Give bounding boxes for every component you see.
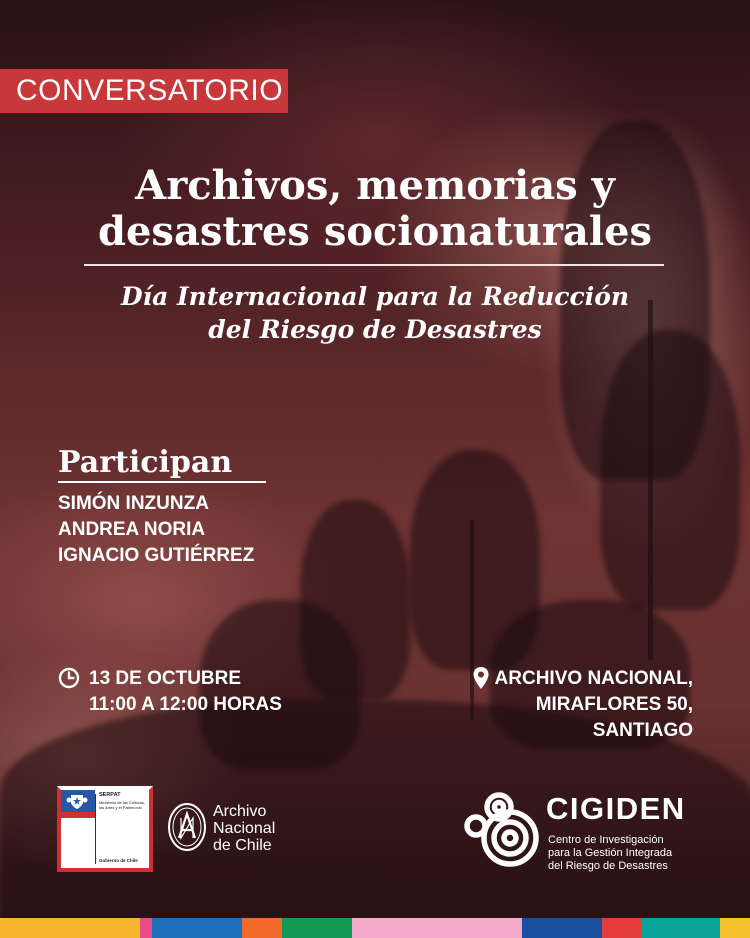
anc-line: Archivo — [213, 803, 267, 820]
stripe-segment — [282, 918, 352, 938]
participant-name: SIMÓN INZUNZA — [58, 493, 209, 514]
event-type-badge: CONVERSATORIO — [0, 69, 288, 113]
tree-trunk — [470, 520, 474, 720]
subtitle-line: del Riesgo de Desastres — [208, 315, 542, 344]
location-line: MIRAFLORES 50, — [535, 694, 693, 715]
serpat-name: SERPAT — [99, 792, 121, 798]
stripe-segment — [140, 918, 152, 938]
title-line: Archivos, memorias y — [135, 162, 615, 209]
participants-divider — [58, 481, 266, 483]
event-datetime — [58, 666, 282, 718]
archivo-nacional-logo-text — [213, 803, 275, 854]
stripe-segment — [602, 918, 642, 938]
stripe-segment — [0, 918, 140, 938]
serpat-logo-border — [57, 786, 153, 872]
cigiden-name: CIGIDEN — [546, 791, 686, 826]
cigiden-subtitle — [548, 834, 672, 873]
event-subtitle — [60, 280, 690, 346]
participant-name: IGNACIO GUTIÉRREZ — [58, 545, 255, 566]
color-stripe — [0, 918, 750, 938]
participants-list — [58, 491, 254, 569]
title-line: desastres socionaturales — [98, 208, 652, 255]
event-title — [60, 163, 690, 255]
stripe-segment — [642, 918, 720, 938]
cigiden-subtitle-line: del Riesgo de Desastres — [548, 860, 668, 872]
cigiden-subtitle-line: Centro de Investigación — [548, 834, 664, 846]
cigiden-subtitle-line: para la Gestión Integrada — [548, 847, 673, 859]
stripe-segment — [352, 918, 522, 938]
location-line: ARCHIVO NACIONAL, — [494, 668, 693, 689]
stripe-segment — [152, 918, 242, 938]
clock-icon — [58, 667, 80, 689]
cigiden-logo-icon — [463, 790, 545, 870]
participants-heading: Participan — [58, 445, 233, 480]
title-divider — [84, 264, 664, 266]
archivo-nacional-emblem-icon — [167, 802, 207, 852]
tree-trunk — [648, 300, 653, 660]
location-pin-icon — [472, 666, 490, 690]
location-line: SANTIAGO — [592, 720, 693, 741]
participant-name: ANDREA NORIA — [58, 519, 206, 540]
stripe-segment — [720, 918, 750, 938]
stripe-segment — [522, 918, 602, 938]
subtitle-line: Día Internacional para la Reducción — [120, 282, 630, 311]
serpat-government: Gobierno de Chile — [99, 858, 138, 863]
anc-line: Nacional — [213, 820, 276, 837]
anc-line: de Chile — [213, 837, 272, 854]
event-hours: 11:00 A 12:00 HORAS — [89, 694, 282, 715]
event-location — [495, 666, 693, 744]
stripe-segment — [242, 918, 282, 938]
event-date: 13 DE OCTUBRE — [89, 668, 242, 689]
serpat-ministry: Ministerio de las Culturas, las Artes y el Patrimonio — [99, 800, 146, 810]
tree-silhouette — [600, 330, 740, 610]
